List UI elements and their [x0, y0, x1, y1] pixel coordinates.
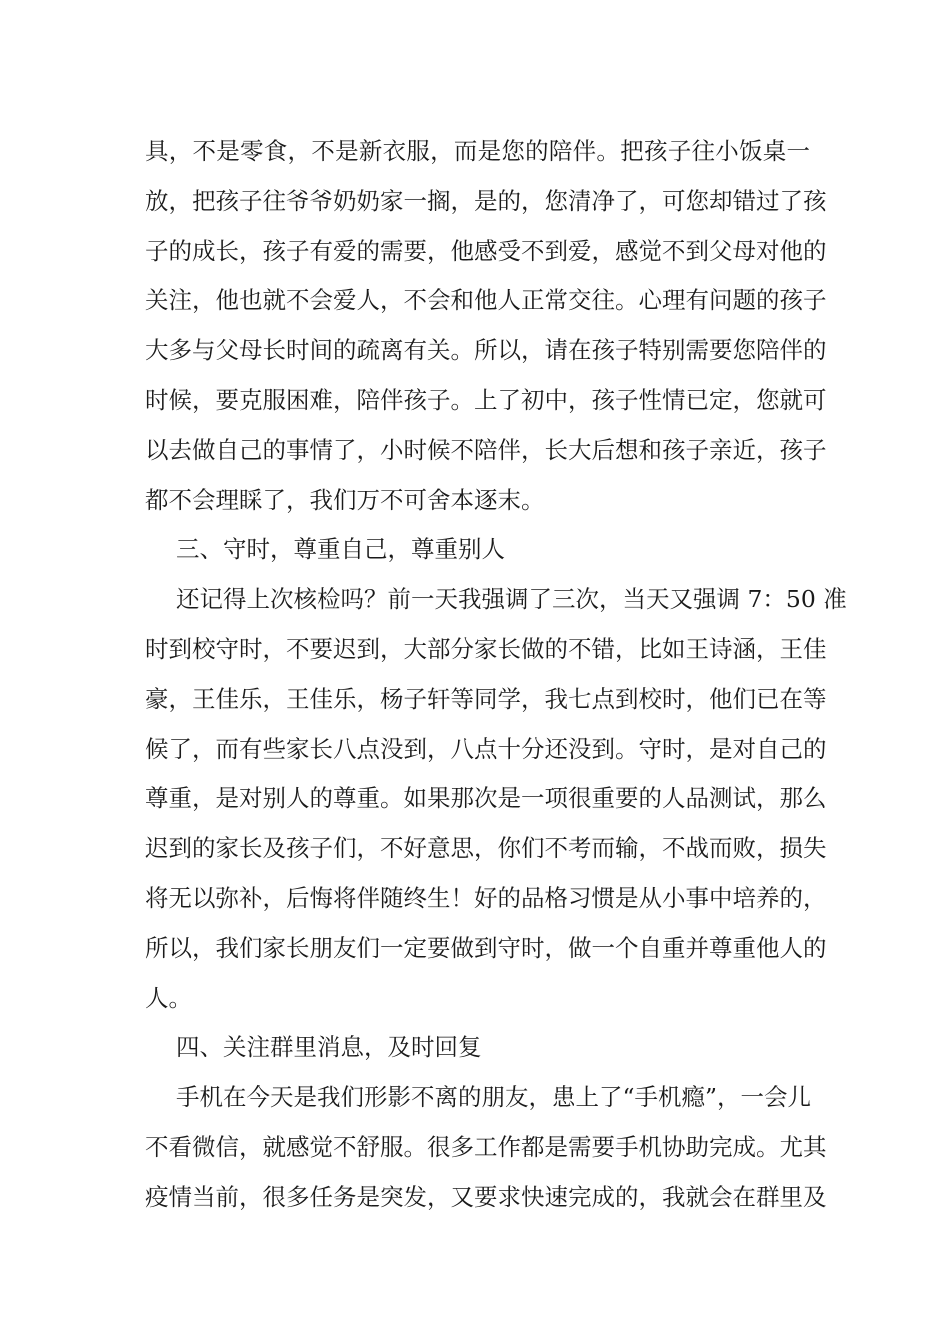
text-line: 疫情当前，很多任务是突发，又要求快速完成的，我就会在群里及: [145, 1182, 827, 1211]
text-line: 大多与父母长时间的疏离有关。所以，请在孩子特别需要您陪伴的: [145, 336, 827, 365]
text-line: 迟到的家长及孩子们，不好意思，你们不考而输，不战而败，损失: [145, 834, 827, 863]
text-line: 时候，要克服困难，陪伴孩子。上了初中，孩子性情已定，您就可: [145, 385, 827, 414]
text-line: 关注，他也就不会爱人，不会和他人正常交往。心理有问题的孩子: [145, 286, 827, 315]
document-body: [145, 127, 847, 1223]
section-heading: 四、关注群里消息，及时回复: [176, 1033, 482, 1062]
text-line: 不看微信，就感觉不舒服。很多工作都是需要手机协助完成。尤其: [145, 1132, 827, 1161]
section-heading: 三、守时，尊重自己，尊重别人: [176, 535, 505, 564]
text-line: 子的成长，孩子有爱的需要，他感受不到爱，感觉不到父母对他的: [145, 236, 827, 265]
text-line: 豪，王佳乐，王佳乐，杨子轩等同学，我七点到校时，他们已在等: [145, 684, 827, 713]
text-line: 手机在今天是我们形影不离的朋友，患上了“手机瘾”，一会儿: [176, 1083, 812, 1112]
text-line: 以去做自己的事情了，小时候不陪伴，长大后想和孩子亲近，孩子: [145, 435, 827, 464]
text-line: 将无以弥补，后悔将伴随终生！好的品格习惯是从小事中培养的，: [145, 883, 827, 912]
text-line: 时到校守时，不要迟到，大部分家长做的不错，比如王诗涵，王佳: [145, 634, 827, 663]
text-line: 都不会理睬了，我们万不可舍本逐末。: [145, 485, 545, 514]
text-line: 所以，我们家长朋友们一定要做到守时，做一个自重并尊重他人的: [145, 933, 827, 962]
text-line: 还记得上次核检吗？前一天我强调了三次，当天又强调 7：50 准: [176, 585, 847, 614]
text-line: 尊重，是对别人的尊重。如果那次是一项很重要的人品测试，那么: [145, 784, 827, 813]
text-line: 放，把孩子往爷爷奶奶家一搁，是的，您清净了，可您却错过了孩: [145, 186, 827, 215]
text-line: 人。: [145, 983, 192, 1012]
text-line: 候了，而有些家长八点没到，八点十分还没到。守时，是对自己的: [145, 734, 827, 763]
text-line: 具，不是零食，不是新衣服，而是您的陪伴。把孩子往小饭桌一: [145, 137, 810, 165]
